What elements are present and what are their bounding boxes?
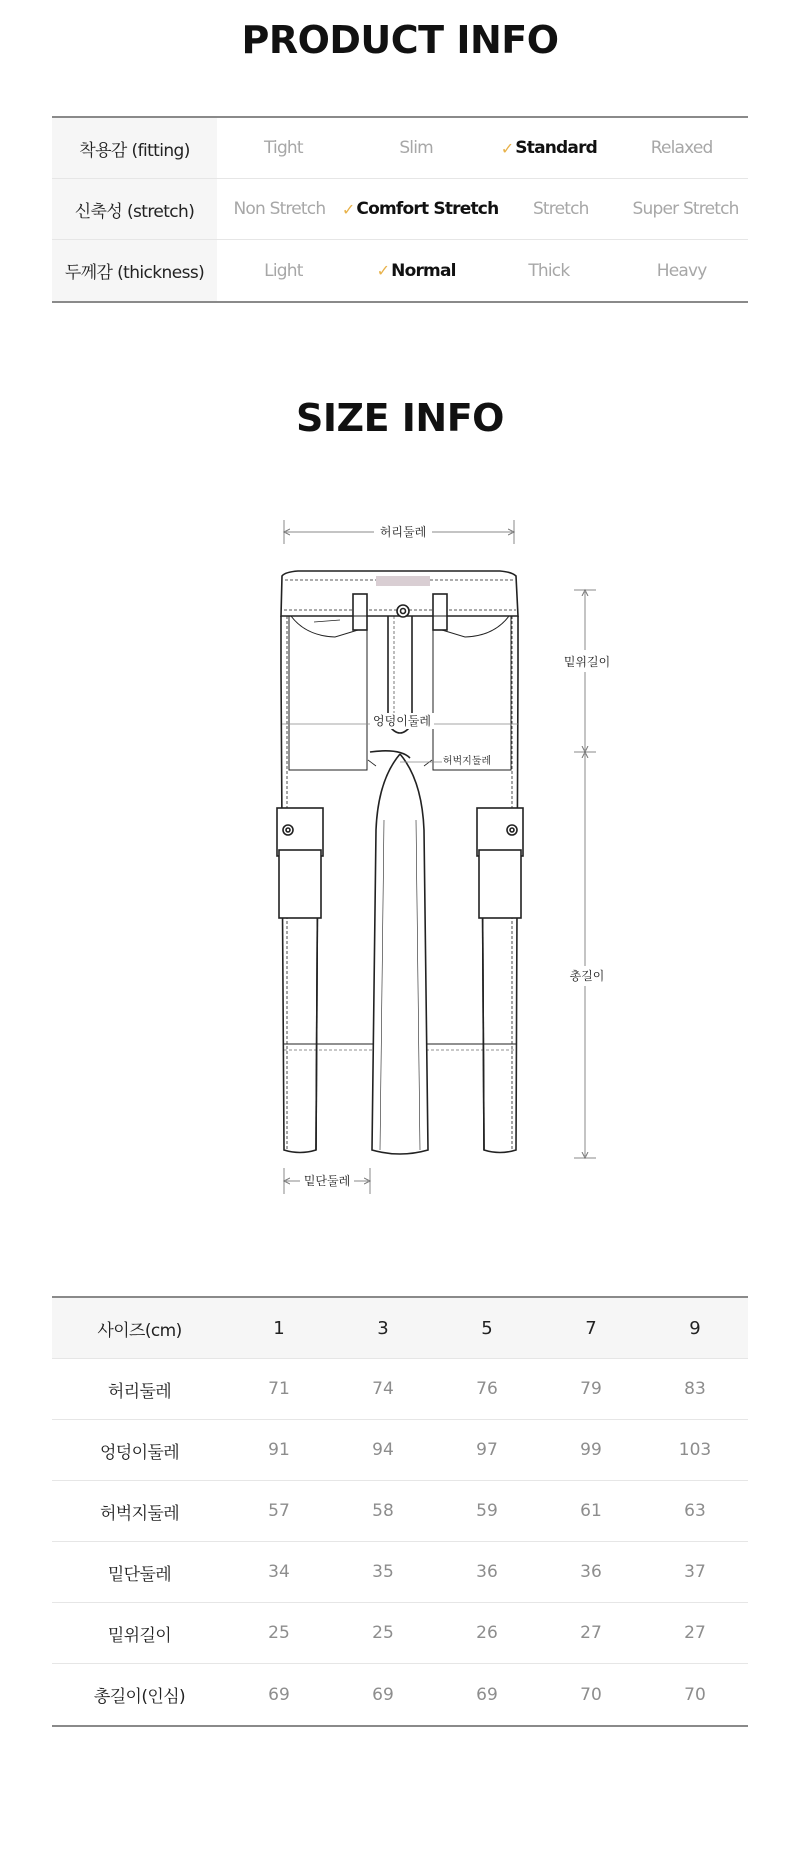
row-label: 허벅지둘레 (99, 1503, 180, 1524)
table-cell: 70 (684, 1684, 706, 1705)
table-cell: 97 (476, 1440, 498, 1460)
table-row (52, 1603, 748, 1664)
fitting-option-slim: Slim (399, 138, 433, 158)
table-cell: 27 (580, 1623, 602, 1643)
hip-measure (282, 713, 518, 758)
table-cell: 79 (580, 1379, 602, 1399)
table-row (52, 1359, 748, 1420)
check-icon: ✓ (341, 199, 355, 219)
table-cell: 25 (268, 1623, 290, 1643)
stretch-row (52, 179, 748, 240)
thickness-label: 두께감 (thickness) (52, 240, 217, 301)
table-cell: 71 (268, 1379, 290, 1399)
pants-outline (277, 571, 523, 1154)
table-cell: 74 (372, 1379, 394, 1399)
table-row (52, 1420, 748, 1481)
table-cell: 69 (476, 1684, 498, 1705)
fitting-row (52, 118, 748, 179)
table-cell: 27 (684, 1623, 706, 1643)
table-cell: 70 (580, 1684, 602, 1705)
table-row (52, 1664, 748, 1725)
table-row (52, 1481, 748, 1542)
thickness-option-thick: Thick (528, 260, 570, 281)
thickness-option-heavy: Heavy (656, 260, 707, 281)
table-cell: 36 (476, 1562, 498, 1582)
table-cell: 99 (580, 1440, 602, 1460)
stretch-label: 신축성 (stretch) (52, 179, 217, 239)
table-cell: 37 (684, 1562, 706, 1582)
row-label: 허리둘레 (107, 1381, 172, 1402)
thickness-option-normal: ✓ Normal (376, 260, 456, 281)
table-cell: 34 (268, 1562, 290, 1582)
table-cell: 57 (268, 1501, 290, 1521)
thigh-measure (400, 753, 492, 767)
table-cell: 58 (372, 1501, 394, 1521)
row-label: 밑단둘레 (107, 1564, 172, 1585)
stretch-option-super-stretch: Super Stretch (632, 199, 739, 219)
fitting-label: 착용감 (fitting) (52, 118, 217, 178)
hem-label: 밑단둘레 (303, 1174, 351, 1188)
rise-label: 밑위길이 (563, 655, 611, 669)
size-table (52, 1296, 748, 1727)
size-header-cell: 5 (481, 1317, 493, 1339)
check-icon: ✓ (376, 261, 390, 280)
product-info-title: PRODUCT INFO (241, 18, 559, 62)
thickness-option-light: Light (264, 260, 303, 281)
length-label: 총길이 (569, 969, 605, 983)
table-cell: 61 (580, 1501, 602, 1521)
table-cell: 69 (372, 1684, 394, 1705)
fitting-option-standard: ✓ Standard (500, 138, 598, 158)
fitting-option-tight: Tight (263, 138, 303, 158)
hem-measure (284, 1168, 370, 1194)
waist-label: 허리둘레 (379, 525, 427, 539)
row-label: 엉덩이둘레 (99, 1442, 180, 1463)
table-cell: 63 (684, 1501, 706, 1521)
size-header-cell: 3 (377, 1317, 389, 1339)
row-label: 총길이(인심) (93, 1687, 186, 1707)
table-cell: 59 (476, 1501, 498, 1521)
pants-diagram (0, 510, 800, 1210)
thickness-row (52, 240, 748, 301)
table-cell: 26 (476, 1623, 498, 1643)
size-table-header (52, 1298, 748, 1359)
table-cell: 35 (372, 1562, 394, 1582)
row-label: 밑위길이 (107, 1625, 172, 1646)
length-measure (570, 754, 605, 1158)
product-info-table (52, 116, 748, 303)
rise-measure (564, 590, 610, 752)
size-info-title: SIZE INFO (296, 396, 504, 440)
size-header-label: 사이즈(cm) (97, 1320, 182, 1341)
table-cell: 91 (268, 1440, 290, 1460)
thigh-label: 허벅지둘레 (442, 756, 492, 767)
table-cell: 36 (580, 1562, 602, 1582)
fitting-option-relaxed: Relaxed (650, 138, 713, 158)
size-header-cell: 9 (689, 1317, 701, 1339)
size-header-cell: 7 (585, 1317, 597, 1339)
stretch-option-comfort-stretch: ✓ Comfort Stretch (341, 199, 499, 219)
stretch-option-non-stretch: Non Stretch (233, 199, 326, 219)
size-header-cell: 1 (273, 1317, 285, 1339)
waist-measure (284, 520, 514, 544)
hip-label: 엉덩이둘레 (373, 714, 431, 728)
check-icon: ✓ (500, 138, 514, 158)
table-cell: 94 (372, 1440, 394, 1460)
stretch-option-stretch: Stretch (532, 199, 589, 219)
table-cell: 83 (684, 1379, 706, 1399)
table-cell: 103 (678, 1440, 712, 1460)
table-row (52, 1542, 748, 1603)
table-cell: 25 (372, 1623, 394, 1643)
table-cell: 69 (268, 1684, 290, 1705)
table-cell: 76 (476, 1379, 498, 1399)
